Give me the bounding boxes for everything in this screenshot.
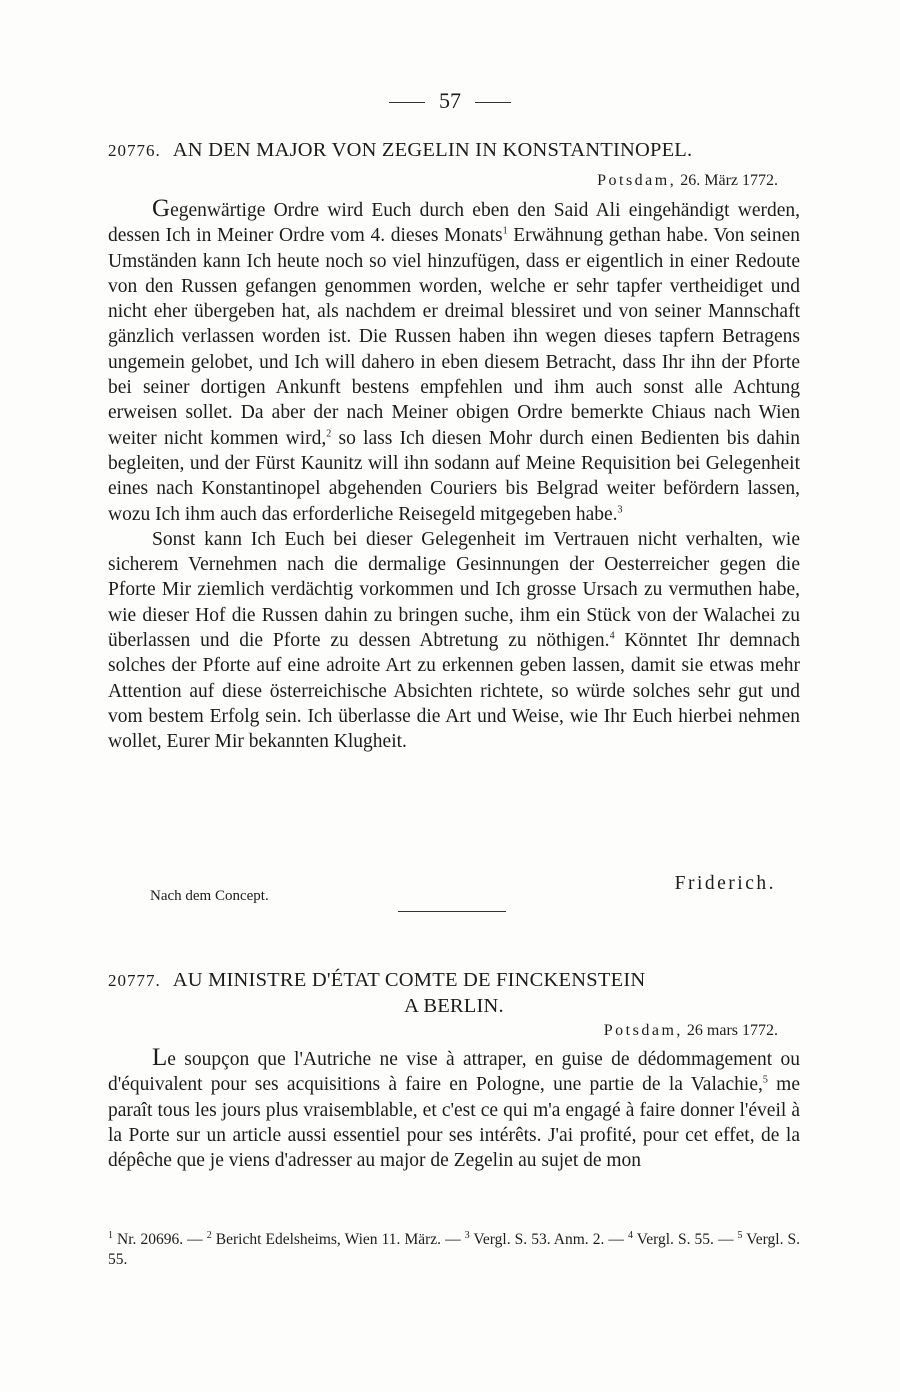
letter-1-body bbox=[108, 196, 800, 755]
letter-1-heading bbox=[108, 136, 800, 165]
letter-1-title: AN DEN MAJOR VON ZEGELIN IN KONSTANTINOPEL. bbox=[172, 139, 693, 161]
letter-1-p2-text-2: Könntet Ihr demnach solches der Pforte auf eine adroite Art zu erkennen geben lassen, damit sie etwas mehr Attention auf diese österreichische Absichten richtete, so würde solches sehr gut und vom bestem Erfolg sein. Ich überlasse die Art und Weise, wie Ihr Euch hierbei nehmen wollet, Eurer Mir bekannten Klugheit. bbox=[108, 630, 800, 753]
footnote-2: Bericht Edelsheims, Wien 11. März. — bbox=[211, 1231, 465, 1248]
footnote-4: Vergl. S. 55. — bbox=[632, 1231, 738, 1248]
letter-1-place-date bbox=[597, 170, 778, 192]
letter-2-date: 26 mars 1772. bbox=[686, 1022, 778, 1039]
letter-1-paragraph-2 bbox=[108, 527, 800, 755]
footnote-ref-5: 5 bbox=[762, 1074, 768, 1086]
letter-1-p1-text-3: so lass Ich diesen Mohr durch einen Bedienten bis dahin begleiten, und der Fürst Kaunitz will ihn sodann auf Meine Requisition bei Gelegenheit eines nach Konstantinopel abgehenden Couriers bis Belgrad weiter befördern lassen, wozu Ich ihm auch das erforderliche Reisegeld mitgegeben habe. bbox=[108, 427, 800, 525]
footnote-5: Vergl. S. 55. bbox=[108, 1231, 800, 1268]
letter-2-paragraph-1 bbox=[108, 1045, 800, 1173]
page-number bbox=[0, 86, 900, 116]
letter-2-initial: L bbox=[152, 1044, 168, 1071]
letter-1-paragraph-1 bbox=[108, 196, 800, 527]
footnotes bbox=[108, 1230, 800, 1270]
letter-2-p1-text-2: me paraît tous les jours plus vraisemblable, et c'est ce qui m'a engagé à faire donner l'éveil à la Porte sur un article aussi essentiel pour ses intérêts. J'ai profité, pour cet effet, de la dépêche que je viens d'adresser au major de Zegelin au sujet de mon bbox=[108, 1074, 800, 1172]
letter-1-initial: G bbox=[152, 195, 171, 222]
letter-2-body bbox=[108, 1045, 800, 1173]
footnote-ref-1: 1 bbox=[502, 225, 508, 237]
page-number-dash-right bbox=[475, 102, 511, 103]
footnote-ref-4: 4 bbox=[609, 630, 615, 642]
footnote-3: Vergl. S. 53. Anm. 2. — bbox=[469, 1231, 628, 1248]
letter-2-p1-text-1: e soupçon que l'Autriche ne vise à attraper, en guise de dédommagement ou d'équivalent pour ses acquisitions à faire en Pologne, une partie de la Valachie, bbox=[108, 1049, 800, 1096]
letter-1-p1-text-2: Erwähnung gethan habe. Von seinen Umständen kann Ich heute noch so viel hinzufügen, dass er eigentlich in einer Redoute von den Russen gefangen genommen worden, welche er sehr tapfer vertheidiget und nicht eher übergeben hat, als nachdem er dreimal blessiret und von seiner Mannschaft gänzlich verlassen worden ist. Die Russen haben ihn wegen dieses tapfern Betragens ungemein gelobet, und Ich will dahero in eben diesem Betracht, dass Ihr ihn der Pforte bei seiner dortigen Ankunft bestens empfehlen und ihm auch sonst alle Achtung erweisen sollet. Da aber der nach Meiner obigen Ordre bemerkte Chiaus nach Wien weiter nicht kommen wird, bbox=[108, 225, 800, 449]
letter-1-number: 20776. bbox=[108, 141, 161, 160]
footnote-marker-4: 4 bbox=[627, 1229, 633, 1241]
letter-2-place: Potsdam, bbox=[603, 1022, 683, 1039]
letter-2-title-line-2: A BERLIN. bbox=[404, 995, 504, 1017]
letter-2-heading bbox=[108, 966, 800, 995]
footnote-marker-3: 3 bbox=[464, 1229, 470, 1241]
footnote-ref-3: 3 bbox=[617, 504, 623, 516]
page-number-dash-left bbox=[389, 102, 425, 103]
footnote-marker-5: 5 bbox=[737, 1229, 743, 1241]
letter-2-title-line-1: AU MINISTRE D'ÉTAT COMTE DE FINCKENSTEIN bbox=[172, 969, 646, 991]
letter-2-heading-line-2 bbox=[108, 992, 800, 1020]
footnote-marker-1: 1 bbox=[108, 1229, 113, 1241]
letter-2-number: 20777. bbox=[108, 971, 161, 990]
letter-1-p2-text-1: Sonst kann Ich Euch bei dieser Gelegenheit im Vertrauen nicht verhalten, wie sicherem Vernehmen nach die dermalige Gesinnungen der Oesterreicher gegen die Pforte Mir ziemlich verdächtig vorkommen und Ich grosse Ursach zu vermuthen habe, wie dieser Hof die Russen dahin zu bringen suche, ihm ein Stück von der Walachei zu überlassen und die Pforte zu dessen Abtretung zu nöthigen. bbox=[108, 528, 800, 652]
footnote-ref-2: 2 bbox=[326, 428, 332, 440]
page-number-text: 57 bbox=[439, 88, 461, 113]
letter-1-p1-text-1: egenwärtige Ordre wird Euch durch eben den Said Ali eingehändigt werden, dessen Ich in Meiner Ordre vom 4. dieses Monats bbox=[108, 200, 800, 247]
letter-2-place-date bbox=[604, 1020, 778, 1042]
letter-1-place: Potsdam, bbox=[597, 172, 677, 189]
letter-1-source-note: Nach dem Concept. bbox=[150, 888, 269, 904]
letter-1-date: 26. März 1772. bbox=[680, 172, 778, 189]
section-divider bbox=[398, 911, 506, 912]
footnote-marker-2: 2 bbox=[206, 1229, 212, 1241]
footnote-1: Nr. 20696. — bbox=[113, 1231, 207, 1248]
letter-1-signature: Friderich. bbox=[674, 873, 776, 894]
